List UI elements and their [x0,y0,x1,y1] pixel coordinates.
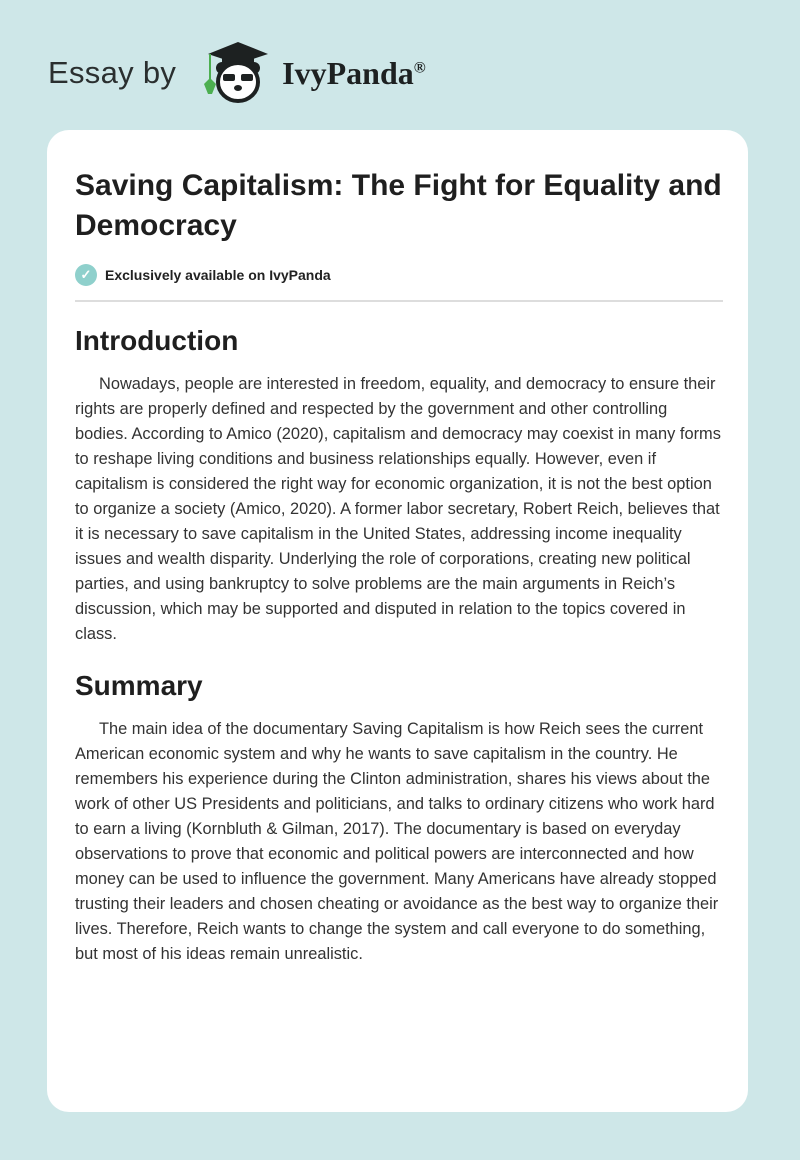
introduction-paragraph: Nowadays, people are interested in freedom, equality, and democracy to ensure their rights are properly defined and respected by the government and other controlling bodies. According to Amico (2020), capitalism and democracy may coexist in many forms to reshape living conditions and business relationships equally. However, even if capitalism is considered the right way for economic organization, it is not the best option to organize a society (Amico, 2020). A former labor secretary, Robert Reich, believes that it is necessary to save capitalism in the United States, addressing income inequality issues and wealth disparity. Underlying the role of corporations, creating new political parties, and using bankruptcy to solve problems are the main arguments in Reich’s discussion, which may be supported and disputed in relation to the topics covered in class. [75,375,721,643]
section-heading-introduction: Introduction [75,325,239,356]
site-logo[interactable] [48,38,426,108]
divider [75,300,723,302]
section-heading-summary: Summary [75,670,203,701]
essay-by-label: Essay by [48,55,177,90]
essay-card [47,130,748,1112]
exclusive-badge [75,264,723,286]
essay-title: Saving Capitalism: The Fight for Equality and Democracy [75,169,722,242]
summary-paragraph: The main idea of the documentary Saving Capitalism is how Reich sees the current American economic system and why he wants to save capitalism in the country. He remembers his experience during the Clinton administration, shares his views about the work of other US Presidents and politicians, and talks to ordinary citizens who work hard to earn a living (Kornbluth & Gilman, 2017). The documentary is based on everyday observations to prove that economic and political powers are interconnected and how money can be used to influence the government. Many Americans have already stopped trusting their leaders and chosen cheating or avoidance as the best way to organize their lives. Therefore, Reich wants to change the system and call everyone to do something, but most of his ideas remain unrealistic. [75,720,719,963]
panda-mascot-icon [196,38,280,108]
brand-name: IvyPanda® [282,54,426,91]
badge-label: Exclusively available on IvyPanda [105,267,331,283]
check-icon: ✓ [75,264,97,286]
